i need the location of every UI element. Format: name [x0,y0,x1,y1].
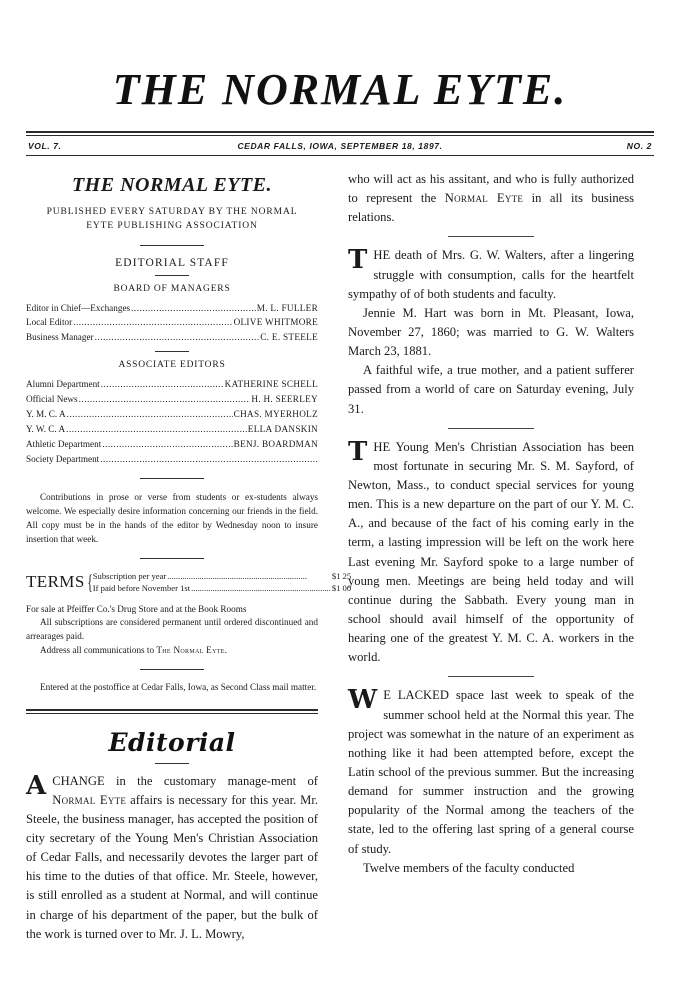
leader-dots [73,315,232,330]
editorial-banner: Editorial [108,727,236,757]
staff-role: Y. M. C. A [26,409,66,420]
divider-rule [448,676,534,677]
staff-role: Y. W. C. A [26,423,66,434]
divider-rule [140,478,204,479]
publication-line-1: PUBLISHED EVERY SATURDAY BY THE NORMAL [46,207,298,217]
leader-dots [131,301,256,316]
divider-rule [448,236,534,237]
place-and-date: CEDAR FALLS, IOWA, SEPTEMBER 18, 1897. [237,141,443,151]
leader-dots [102,437,232,452]
publication-line-2: EYTE PUBLISHING ASSOCIATION [86,220,258,231]
continuation-text-end: in all its business relations. [348,191,635,225]
divider-rule [140,669,204,670]
divider-rule [140,558,204,559]
staff-row [26,452,318,467]
address-note [26,644,318,658]
leader-dots [66,422,247,437]
issue-number: NO. 2 [626,141,652,151]
article-body: of the summer school held at the Normal this year. The project was somewhat in the nature of an experiment as nothing like it had been attempted before, except the Latin school of the previous summer. But the increasing demand for summer instruction and the growing popularity of the Normal among the teachers of the state, led to the offering last spring of a general course of study. [348,688,634,856]
staff-row [26,330,318,345]
divider-rule [155,763,189,764]
article-walters-obituary [348,246,634,303]
contributions-note: Contributions in prose or verse from students or ex-students always welcome. We especially desire information concerning our friends in the field. All copy must be in the hands of the editor by Wednesday noon to insure insertion that week. [26,491,318,545]
paper-name-smallcaps: The Normal Eyte [156,644,225,655]
staff-role: Athletic Department [26,438,102,449]
terms-block [26,569,352,595]
staff-role: Business Manager [26,332,94,343]
drop-cap: T [348,436,368,467]
drop-cap: W [348,685,378,716]
leader-dots [101,377,224,392]
staff-name: H. H. SEERLEY [251,394,318,405]
masthead [26,0,654,121]
associate-editors-heading: ASSOCIATE EDITORS [118,360,226,371]
columns-wrapper [26,170,654,944]
for-sale-note: For sale at Pfeiffer Co.'s Drug Store and at the Book Rooms [26,603,247,614]
terms-row-label: Subscription per year [92,570,167,581]
address-note-period: . [224,644,227,655]
divider-rule [140,245,204,246]
editorial-section-rule [26,709,318,714]
staff-name: KATHERINE SCHELL [224,379,318,390]
staff-role: Official News [26,394,78,405]
leader-dots [67,407,233,422]
staff-name: ELLA DANSKIN [247,423,318,434]
staff-row [26,392,318,407]
editorial-staff-heading: EDITORIAL STAFF [115,256,229,269]
leader-dots [167,570,331,582]
terms-rows [93,570,351,595]
staff-name: C. E. STEELE [260,332,318,343]
leader-dots [79,392,251,407]
leader-dots [100,452,317,467]
article-body: has been most fortunate in securing Mr. S. M. Sayford, of Newton, Mass., to conduct special services for young men. This is a new departure on the part of our Y. M. C. A., and because of the fact of his coming early in the term, a lasting impression will be left on the work here Last evening Mr. Sayford spoke to a large number of young men. Meetings are being held today and will continue during the Sabbath. Every young man in school should avail himself of the opportunity of hearing one of the greatest Y. M. C. A. workers in the world. [348,439,634,665]
staff-row [26,315,318,330]
leader-dots [191,582,331,594]
article-text: ment of [270,773,318,788]
obituary-biography-paragraph: Jennie M. Hart was born in Mt. Pleasant, Iowa, November 27, 1860; was married to G. W. Walters March 23, 1881. [348,305,634,359]
article-summer-school [348,686,634,858]
volume-bar [26,136,654,155]
terms-row [93,582,351,594]
article-text-continued: affairs is necessary for this year. Mr. Steele, the business manager, has accepted the position of city secretary of the Young Men's Christian Association of Cedar Falls, and necessarily devotes the larger part of his time to the duties of that office. Mr. Steele, however, is still enrolled as a student at Normal, and will continue in charge of his department of the paper, but the bulk of the work is turned over to Mr. J. L. Mowry, [26,792,319,941]
paper-name-smallcaps: Normal Eyte [444,191,524,206]
staff-name: OLIVE WHITMORE [233,317,318,328]
leader-dots [95,330,260,345]
divider-rule [448,428,534,429]
subscriptions-note: All subscriptions are considered permanent until ordered discontinued and arrearages paid. [26,617,318,642]
masthead-title: THE NORMAL EYTE. [112,65,568,114]
drop-cap: T [348,245,368,276]
entered-postoffice-note: Entered at the postoffice at Cedar Falls, Iowa, as Second Class mail matter. [40,681,317,692]
address-note-text: Address all communications to [40,644,157,655]
summer-school-faculty-paragraph: Twelve members of the faculty conducted [363,860,575,875]
staff-row [26,422,318,437]
staff-row [26,407,318,422]
staff-name: BENJ. BOARDMAN [233,438,318,449]
paper-name-smallcaps: Normal Eyte [52,792,127,807]
board-of-managers-heading: BOARD OF MANAGERS [113,283,231,294]
continuation-text: who will act as his assitant, and who is fully authorized to represent the [348,172,634,206]
board-of-managers-list [26,301,318,346]
terms-row-label: If paid before November 1st [92,583,191,594]
terms-row-price: $1 25 [331,570,352,581]
staff-name: CHAS. MYERHOLZ [233,409,318,420]
staff-role: Editor in Chief—Exchanges [26,302,131,313]
terms-brace-icon: { [86,569,93,594]
staff-name: M. L. FULLER [256,302,318,313]
left-column [26,170,352,944]
divider-rule [155,275,189,276]
staff-row [26,301,318,316]
terms-label: TERMS [26,572,85,592]
article-ymca-sayford [348,438,634,668]
flag-title: THE NORMAL EYTE. [71,174,273,196]
article-first-words: HE Young Men's Christian Association [373,439,582,454]
publication-statement [26,206,318,234]
staff-row [26,437,318,452]
article-first-words: HE death of Mrs. G. W. Walters, after [373,248,574,263]
divider-rule [155,351,189,352]
terms-row [93,570,351,582]
staff-role: Society Department [26,453,100,464]
terms-row-price: $1 00 [331,583,352,594]
article-first-words: CHANGE in the customary manage- [52,773,271,788]
staff-role: Local Editor [26,317,73,328]
volume-bar-rule [26,155,654,156]
article-first-words: E LACKED space last week to speak [383,688,595,703]
article-continuation [348,170,634,227]
drop-cap: A [26,770,47,801]
staff-row [26,377,318,392]
obituary-tribute-paragraph: A faithful wife, a true mother, and a patient sufferer passed from a world of care on Saturday evening, July 31. [348,363,634,416]
volume-number: VOL. 7. [28,141,62,151]
article-body: a lingering struggle with consumption, calls for the heartfelt sympathy of of both students and faculty. [348,248,634,301]
associate-editors-list [26,377,318,466]
right-column [330,170,634,878]
staff-role: Alumni Department [26,379,100,390]
article-change-in-management [26,772,318,944]
